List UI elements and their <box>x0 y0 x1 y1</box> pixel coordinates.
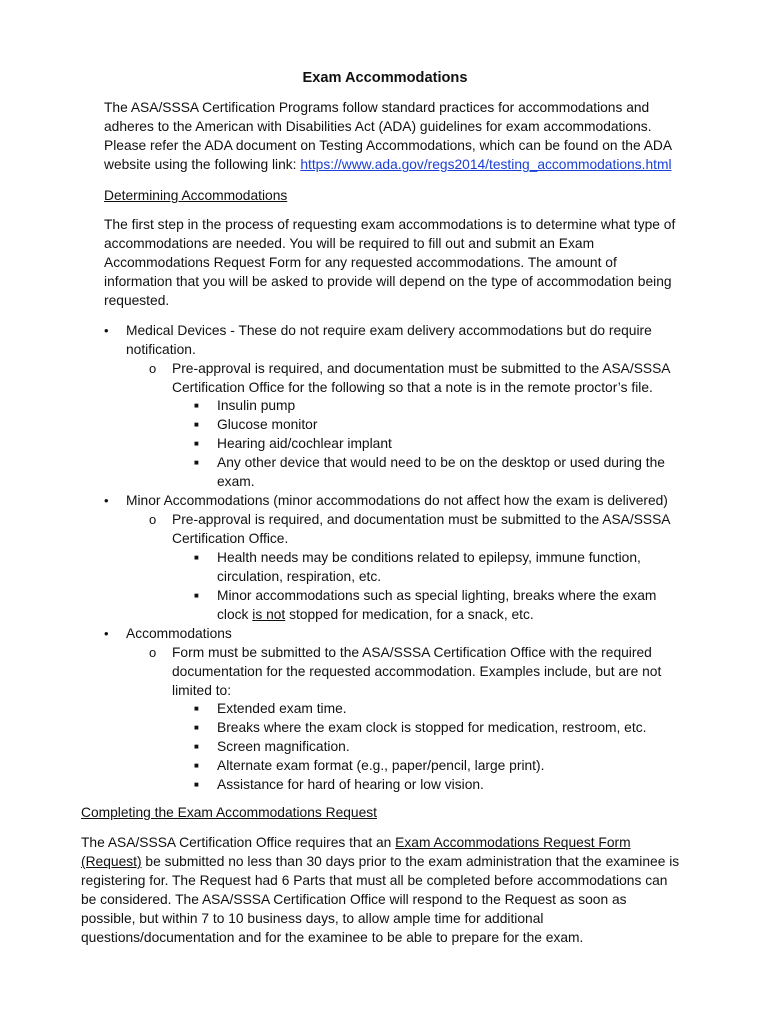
section-heading-completing: Completing the Exam Accommodations Request <box>81 805 378 820</box>
request-form-link-text: Exam Accommodations Request Form <box>395 835 631 850</box>
list-item: Assistance for hard of hearing or low vision. <box>217 777 484 792</box>
square-bullet-marker: ■ <box>194 761 199 770</box>
intro-line-1: The ASA/SSSA Certification Programs follow standard practices for accommodations and <box>104 100 650 115</box>
list-item: Screen magnification. <box>217 739 350 754</box>
completing-line2-suffix: be submitted no less than 30 days prior to the exam administration that the examinee is <box>141 854 680 870</box>
square-bullet-marker: ■ <box>194 742 199 751</box>
sub-bullet-marker: o <box>149 645 157 660</box>
document-title: Exam Accommodations <box>302 70 468 86</box>
minor-item2-line1: Minor accommodations such as special lighting, breaks where the exam <box>217 588 657 603</box>
square-bullet-marker: ■ <box>194 420 199 429</box>
list-item: Hearing aid/cochlear implant <box>217 436 392 451</box>
list-item-minor-accommodations: Minor Accommodations (minor accommodations do not affect how the exam is delivered) <box>126 493 668 508</box>
intro-line-3: Please refer the ADA document on Testing Accommodations, which can be found on the ADA <box>104 138 673 154</box>
list-item-accommodations: Accommodations <box>126 626 232 641</box>
square-bullet-marker: ■ <box>194 458 199 467</box>
list-item-accommodations-form: Form must be submitted to the ASA/SSSA Certification Office with the required documentation for the requested accommodation. Examples include, but are not limited to: <box>172 645 662 699</box>
minor-item2-underlined: is not <box>252 607 286 623</box>
list-item <box>217 586 656 624</box>
bullet-marker: • <box>104 493 109 508</box>
minor-item2-pre: clock <box>217 607 253 623</box>
list-item: Alternate exam format (e.g., paper/pencil, large print). <box>217 758 545 773</box>
square-bullet-marker: ■ <box>194 704 199 713</box>
list-item-medical-preapproval: Pre-approval is required, and documentation must be submitted to the ASA/SSSA Certification Office for the following so that a note is in the remote proctor’s file. <box>172 361 671 396</box>
list-item-medical-devices: Medical Devices - These do not require exam delivery accommodations but do require notification. <box>126 323 652 358</box>
list-item: Glucose monitor <box>217 417 318 432</box>
square-bullet-marker: ■ <box>194 591 199 600</box>
list-item: Health needs may be conditions related to epilepsy, immune function, circulation, respiration, etc. <box>217 550 641 585</box>
square-bullet-marker: ■ <box>194 780 199 789</box>
completing-rest: registering for. The Request had 6 Parts that must all be completed before accommodations can be considered. The ASA/SSSA Certification Office will respond to the Request as soon as possible, but within 7 to 10 business days, to allow ample time for additional questions/documentation and for the examinee to be able to prepare for the exam. <box>81 873 668 946</box>
bullet-marker: • <box>104 626 109 641</box>
square-bullet-marker: ■ <box>194 401 199 410</box>
sub-bullet-marker: o <box>149 361 157 376</box>
determining-paragraph: The first step in the process of requesting exam accommodations is to determine what type of accommodations are needed. You will be required to fill out and submit an Exam Accommodations Request Form for any requested accommodations. The amount of information that you will be asked to provide will depend on the type of accommodation being requested. <box>104 217 676 309</box>
ada-link[interactable]: https://www.ada.gov/regs2014/testing_accommodations.html <box>300 157 672 173</box>
list-item: Insulin pump <box>217 398 296 413</box>
square-bullet-marker: ■ <box>194 439 199 448</box>
list-item-minor-preapproval: Pre-approval is required, and documentation must be submitted to the ASA/SSSA Certification Office. <box>172 512 671 547</box>
section-heading-determining: Determining Accommodations <box>104 188 288 203</box>
sub-bullet-marker: o <box>149 512 157 527</box>
list-item: Extended exam time. <box>217 701 347 716</box>
completing-paragraph <box>81 833 701 948</box>
list-item: Breaks where the exam clock is stopped for medication, restroom, etc. <box>217 720 647 735</box>
bullet-marker: • <box>104 323 109 338</box>
square-bullet-marker: ■ <box>194 553 199 562</box>
intro-paragraph <box>104 98 704 174</box>
square-bullet-marker: ■ <box>194 723 199 732</box>
intro-line-2: adheres to the American with Disabilities Act (ADA) guidelines for exam accommodations. <box>104 119 652 135</box>
minor-item2-post: stopped for medication, for a snack, etc. <box>285 607 534 623</box>
completing-line1-prefix: The ASA/SSSA Certification Office requires that an <box>81 835 396 850</box>
request-abbrev: (Request) <box>81 854 142 870</box>
list-item: Any other device that would need to be on the desktop or used during the exam. <box>217 455 665 490</box>
intro-line-4: website using the following link: <box>104 157 301 173</box>
